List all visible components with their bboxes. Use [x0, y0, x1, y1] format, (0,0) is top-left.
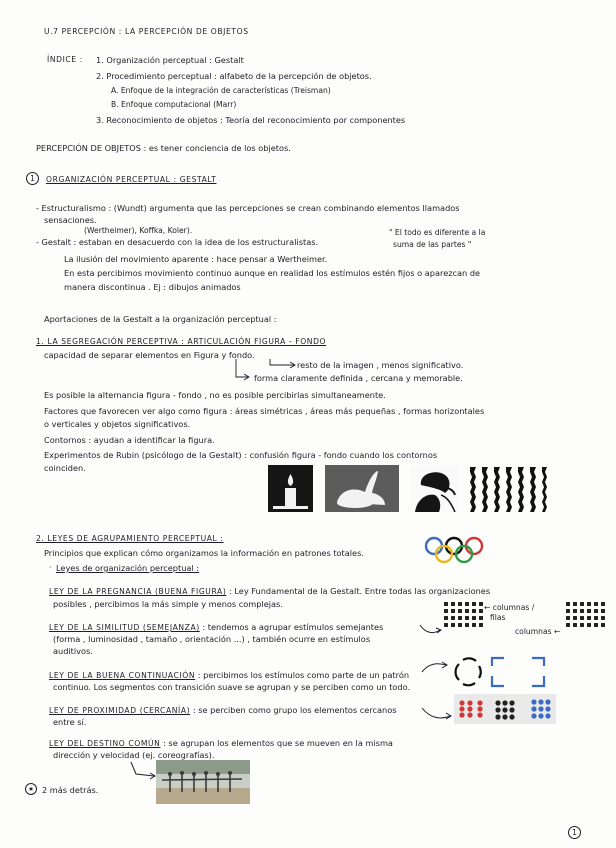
choreography-photo [156, 760, 250, 804]
continuation-figures [454, 656, 554, 688]
law-text: auditivos. [53, 646, 93, 656]
arrow-icon [128, 760, 158, 780]
text-line: Factores que favorecen ver algo como figura : áreas simétricas , áreas más pequeñas , formas horizontales [44, 406, 485, 416]
subsection-title: 1. LA SEGREGACIÓN PERCEPTIVA : ARTICULACIÓN FIGURA - FONDO [36, 337, 327, 346]
section2-title: 2. LEYES DE AGRUPAMIENTO PERCEPTUAL : [36, 534, 224, 543]
branch-background: resto de la imagen , menos significativo. [297, 360, 464, 370]
text-line: manera discontinua . Ej : dibujos animados [64, 282, 241, 292]
label-columns: columnas ← [515, 627, 561, 636]
contributions-line: Aportaciones de la Gestalt a la organización perceptual : [44, 314, 277, 324]
label-columns-rows: ← columnas / [484, 603, 535, 612]
text-line: - Gestalt : estaban en desacuerdo con la idea de los estructuralistas. [36, 237, 319, 247]
law-text: (forma , luminosidad , tamaño , orientación ...) , también ocurre en estímulos [53, 634, 371, 644]
index-item-2b: B. Enfoque computacional (Marr) [111, 100, 237, 109]
section2-sub: Leyes de organización perceptual : [56, 563, 200, 573]
section2-intro: Principios que explican cómo organizamos la información en patrones totales. [44, 548, 364, 558]
similarity-rows-grid [444, 602, 483, 627]
rabbit-illusion-image [325, 465, 399, 512]
section-number-badge: 1 [26, 172, 39, 185]
text-line: - Estructuralismo : (Wundt) argumenta que las percepciones se crean combinando elementos llamados [36, 203, 460, 213]
curved-arrow-icon [418, 622, 444, 636]
law-name: LEY DE LA BUENA CONTINUACIÓN [49, 671, 196, 680]
law-1 [49, 586, 490, 596]
curved-arrow-icon [420, 660, 450, 674]
law-name: LEY DE LA SIMILITUD (SEMEJANZA) [49, 623, 200, 632]
text-line: capacidad de separar elementos en Figura y fondo. [44, 350, 255, 360]
law-name: LEY DE LA PREGNANCIA (BUENA FIGURA) [49, 587, 227, 596]
law-text: entre sí. [53, 717, 87, 727]
curved-arrow-icon [420, 704, 454, 722]
law-name: LEY DEL DESTINO COMÚN [49, 739, 161, 748]
law-text: : Ley Fundamental de la Gestalt. Entre todas las organizaciones [226, 586, 491, 596]
law-text: : se agrupan los elementos que se mueven en la misma [160, 738, 393, 748]
section1-title: ORGANIZACIÓN PERCEPTUAL : GESTALT [46, 175, 217, 184]
more-behind-note: 2 más detrás. [42, 785, 99, 795]
page-title: U.7 PERCEPCIÓN : LA PERCEPCIÓN DE OBJETOS [44, 27, 249, 36]
old-young-woman-image [411, 465, 459, 512]
law-name: LEY DE PROXIMIDAD (CERCANÍA) [49, 706, 191, 715]
definition-line: PERCEPCIÓN DE OBJETOS : es tener conciencia de los objetos. [36, 143, 291, 153]
index-item-1: 1. Organización perceptual : Gestalt [96, 55, 244, 65]
star-badge: ★ [25, 783, 37, 795]
bullet-dot: · [49, 562, 52, 572]
law-text: posibles , percibimos la más simple y menos complejas. [53, 599, 283, 609]
text-line: En esta percibimos movimiento continuo aunque en realidad los estímulos estén fijos o aparezcan de [64, 268, 481, 278]
text-line: Experimentos de Rubin (psicólogo de la Gestalt) : confusión figura - fondo cuando los contornos [44, 450, 438, 460]
index-item-2a: A. Enfoque de la integración de características (Treisman) [111, 86, 331, 95]
quote-line-2: suma de las partes " [393, 240, 472, 249]
text-line: La ilusión del movimiento aparente : hace pensar a Wertheimer. [64, 254, 328, 264]
similarity-columns-grid [566, 602, 605, 627]
columns-illusion-image [468, 465, 548, 512]
text-line: Es posible la alternancia figura - fondo , no es posible percibirlas simultaneamente. [44, 390, 386, 400]
law-text: : se perciben como grupo los elementos cercanos [190, 705, 397, 715]
law-5 [49, 738, 393, 748]
index-item-3: 3. Reconocimiento de objetos : Teoría del reconocimiento por componentes [96, 115, 406, 125]
branch-figure: forma claramente definida , cercana y memorable. [254, 373, 463, 383]
law-text: dirección y velocidad (ej. coreografías). [53, 750, 215, 760]
text-line: coinciden. [44, 463, 86, 473]
text-line: Contornos : ayudan a identificar la figura. [44, 435, 215, 445]
index-item-2: 2. Procedimiento perceptual : alfabeto de la percepción de objetos. [96, 71, 372, 81]
proximity-figure [454, 694, 556, 724]
law-text: continuo. Los segmentos con transición suave se agrupan y se perciben como un todo. [53, 682, 411, 692]
candle-illusion-image [268, 465, 313, 512]
index-label: ÍNDICE : [47, 55, 83, 64]
law-text: : tendemos a agrupar estímulos semejantes [199, 622, 384, 632]
text-line: o verticales y objetos significativos. [44, 419, 191, 429]
text-line: sensaciones. [44, 215, 97, 225]
law-3 [49, 670, 409, 680]
law-text: : percibimos los estímulos como parte de un patrón [195, 670, 410, 680]
olympic-rings-image [424, 536, 486, 566]
label-rows: filas [490, 613, 506, 622]
text-line: (Wertheimer), Koffka, Koler). [84, 226, 193, 235]
quote-line-1: " El todo es diferente a la [389, 228, 486, 237]
page-number: 1 [568, 826, 581, 839]
law-2 [49, 622, 383, 632]
law-4 [49, 705, 397, 715]
